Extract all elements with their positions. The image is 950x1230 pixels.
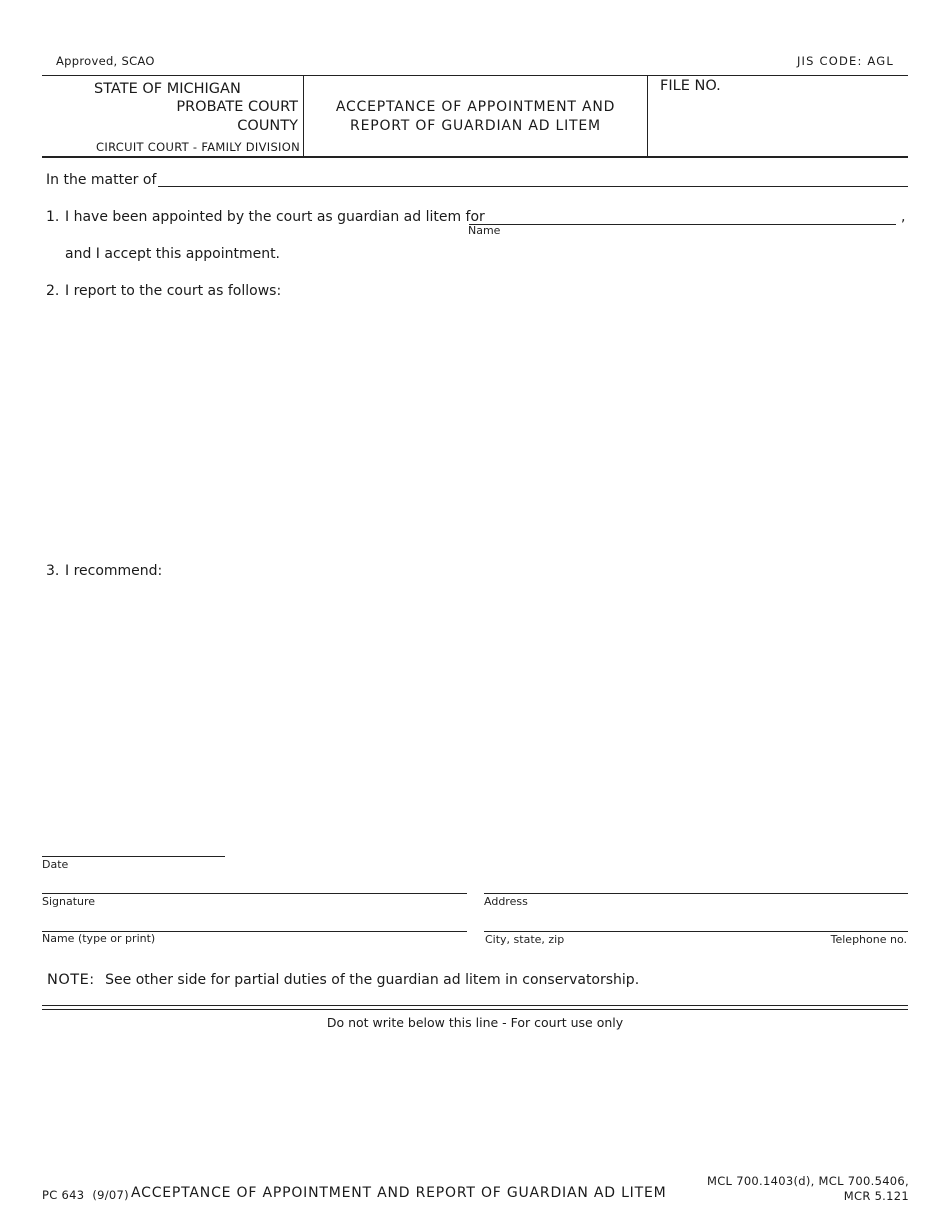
item1-text: I have been appointed by the court as guardian ad litem for bbox=[65, 209, 485, 225]
file-no-label: FILE NO. bbox=[660, 78, 721, 94]
court-name: PROBATE COURT bbox=[176, 99, 298, 115]
item2-number: 2. bbox=[46, 283, 60, 299]
jis-code: JIS CODE: AGL bbox=[796, 54, 894, 68]
header-top-rule bbox=[42, 75, 908, 76]
city-input[interactable] bbox=[486, 913, 776, 931]
court-use-rule-bottom bbox=[42, 1009, 908, 1010]
header-divider-right bbox=[647, 75, 648, 156]
date-underline bbox=[42, 856, 225, 857]
form-title bbox=[304, 98, 647, 136]
header-bottom-rule bbox=[42, 156, 908, 158]
address-label: Address bbox=[484, 895, 528, 908]
matter-label: In the matter of bbox=[46, 172, 157, 188]
footer-title: ACCEPTANCE OF APPOINTMENT AND REPORT OF GUARDIAN AD LITEM bbox=[131, 1185, 667, 1201]
footer-citation-line1: MCL 700.1403(d), MCL 700.5406, bbox=[706, 1174, 909, 1188]
telephone-input[interactable] bbox=[790, 913, 905, 931]
court-division: CIRCUIT COURT - FAMILY DIVISION bbox=[96, 140, 300, 154]
signature-label: Signature bbox=[42, 895, 96, 908]
form-title-line1: ACCEPTANCE OF APPOINTMENT AND bbox=[335, 99, 616, 115]
signature-input[interactable] bbox=[43, 875, 463, 893]
court-state: STATE OF MICHIGAN bbox=[94, 81, 241, 97]
matter-underline bbox=[158, 186, 908, 187]
item2-text: I report to the court as follows: bbox=[65, 283, 282, 299]
name-label: Name (type or print) bbox=[42, 932, 156, 945]
form-title-line2: REPORT OF GUARDIAN AD LITEM bbox=[350, 118, 601, 134]
matter-input[interactable] bbox=[160, 168, 905, 186]
file-no-input[interactable] bbox=[660, 100, 900, 140]
footer-form-number: PC 643 bbox=[42, 1188, 85, 1202]
note-text: See other side for partial duties of the guardian ad litem in conservatorship. bbox=[105, 972, 640, 988]
address-input[interactable] bbox=[486, 875, 906, 893]
item1-comma: , bbox=[901, 209, 906, 225]
item1-continuation: and I accept this appointment. bbox=[65, 246, 281, 262]
footer-form-date: (9/07) bbox=[92, 1188, 129, 1202]
court-use-text: Do not write below this line - For court use only bbox=[326, 1015, 624, 1030]
name-input[interactable] bbox=[43, 913, 463, 931]
date-input[interactable] bbox=[43, 838, 223, 856]
item3-text: I recommend: bbox=[65, 563, 163, 579]
item1-name-input[interactable] bbox=[471, 206, 894, 224]
item1-number: 1. bbox=[46, 209, 60, 225]
date-label: Date bbox=[42, 858, 69, 871]
footer-form-id bbox=[42, 1188, 129, 1202]
court-use-rule-top bbox=[42, 1005, 908, 1006]
court-county: COUNTY bbox=[237, 118, 298, 134]
approved-label: Approved, SCAO bbox=[56, 54, 155, 68]
city-underline bbox=[484, 931, 908, 932]
footer-citation-line2: MCR 5.121 bbox=[843, 1189, 909, 1203]
item1-name-label: Name bbox=[468, 224, 501, 237]
report-textarea[interactable] bbox=[62, 305, 906, 554]
note bbox=[47, 972, 639, 988]
city-label: City, state, zip bbox=[485, 933, 565, 946]
signature-underline bbox=[42, 893, 467, 894]
item1-name-underline bbox=[469, 224, 896, 225]
item3-number: 3. bbox=[46, 563, 60, 579]
note-label: NOTE: bbox=[47, 972, 95, 988]
recommendation-textarea[interactable] bbox=[62, 585, 906, 834]
telephone-label: Telephone no. bbox=[830, 933, 907, 946]
address-underline bbox=[484, 893, 908, 894]
